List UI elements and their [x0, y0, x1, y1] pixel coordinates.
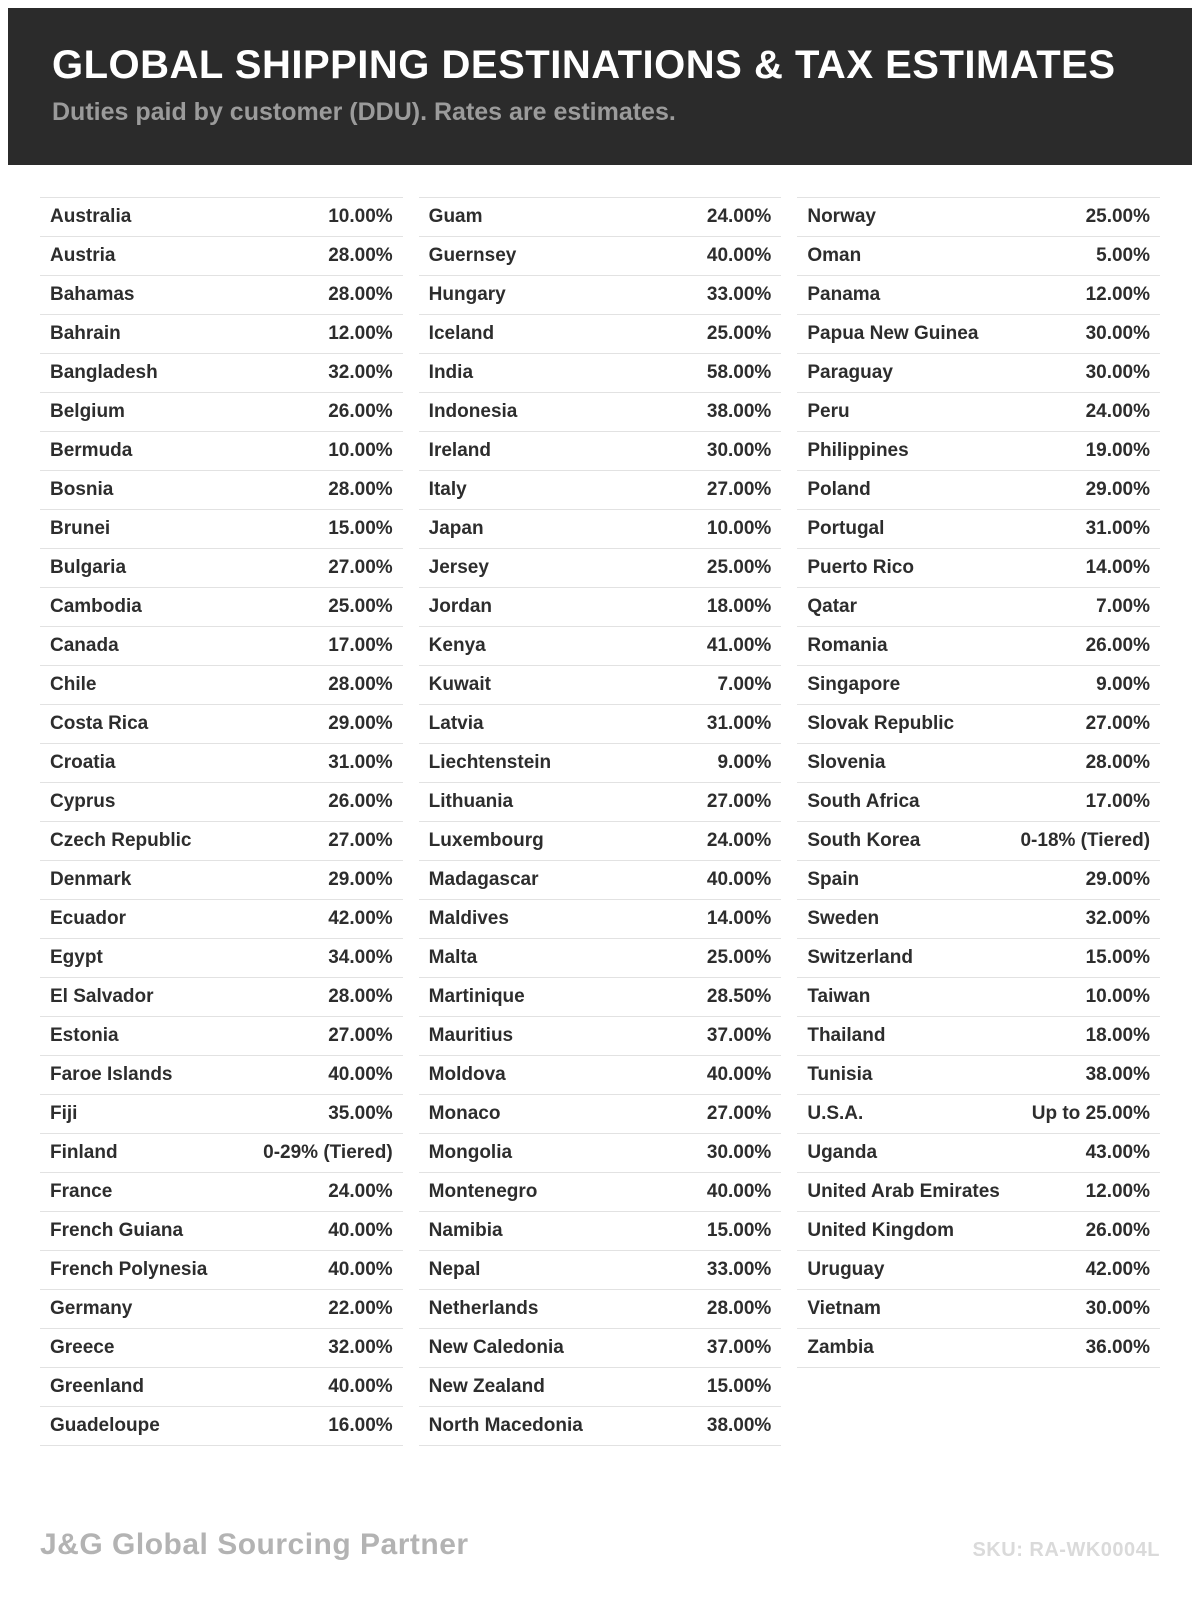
- country-name: Panama: [807, 284, 881, 305]
- country-name: France: [50, 1181, 113, 1202]
- tax-rate: 26.00%: [328, 401, 393, 422]
- tax-table: [0, 165, 1200, 1446]
- tax-rate: 38.00%: [706, 1415, 772, 1436]
- table-row: [40, 471, 403, 510]
- country-name: Netherlands: [428, 1298, 539, 1319]
- tax-rate: 26.00%: [1085, 635, 1151, 656]
- country-name: Belgium: [50, 401, 125, 422]
- country-name: Uganda: [807, 1142, 878, 1163]
- country-name: Peru: [807, 401, 850, 422]
- tax-rate: 40.00%: [706, 869, 772, 890]
- table-row: [419, 978, 782, 1017]
- table-row: [419, 783, 782, 822]
- tax-rate: 27.00%: [706, 1103, 772, 1124]
- table-row: [40, 978, 403, 1017]
- table-row: [797, 276, 1160, 315]
- country-name: Bermuda: [50, 440, 133, 461]
- tax-rate: 28.00%: [1085, 752, 1151, 773]
- tax-rate: 24.00%: [328, 1181, 393, 1202]
- table-row: [40, 1290, 403, 1329]
- tax-rate: 17.00%: [1085, 791, 1151, 812]
- country-name: Papua New Guinea: [807, 323, 979, 344]
- table-row: [797, 1212, 1160, 1251]
- table-row: [419, 1251, 782, 1290]
- tax-rate: 32.00%: [328, 1337, 393, 1358]
- tax-rate: 28.00%: [328, 674, 393, 695]
- tax-rate: 40.00%: [706, 1064, 772, 1085]
- country-name: U.S.A.: [807, 1103, 864, 1124]
- tax-rate: 16.00%: [328, 1415, 393, 1436]
- table-row: [419, 510, 782, 549]
- tax-rate: 0-18% (Tiered): [1020, 830, 1151, 851]
- table-row: [797, 471, 1160, 510]
- country-name: Faroe Islands: [50, 1064, 173, 1085]
- page-title: GLOBAL SHIPPING DESTINATIONS & TAX ESTIMATES: [52, 43, 1116, 87]
- table-row: [40, 861, 403, 900]
- tax-rate: 18.00%: [1085, 1025, 1151, 1046]
- tax-rate: 40.00%: [328, 1064, 393, 1085]
- tax-rate: 26.00%: [328, 791, 393, 812]
- tax-rate: 19.00%: [1085, 440, 1151, 461]
- tax-rate: 40.00%: [706, 1181, 772, 1202]
- table-row: [797, 1095, 1160, 1134]
- tax-rate: 25.00%: [706, 947, 772, 968]
- country-name: Sweden: [807, 908, 880, 929]
- table-row: [40, 549, 403, 588]
- country-name: Spain: [807, 869, 860, 890]
- table-row: [797, 900, 1160, 939]
- tax-rate: 22.00%: [328, 1298, 393, 1319]
- tax-rate: 12.00%: [1085, 1181, 1151, 1202]
- tax-rate: 42.00%: [328, 908, 393, 929]
- tax-rate: 31.00%: [706, 713, 772, 734]
- country-name: Poland: [807, 479, 871, 500]
- table-row: [419, 1095, 782, 1134]
- tax-rate: 7.00%: [1096, 596, 1151, 617]
- table-row: [797, 627, 1160, 666]
- table-row: [797, 1173, 1160, 1212]
- country-name: Denmark: [50, 869, 132, 890]
- tax-rate: 31.00%: [1085, 518, 1151, 539]
- country-name: Egypt: [50, 947, 103, 968]
- country-name: Czech Republic: [50, 830, 192, 851]
- country-name: Australia: [50, 206, 132, 227]
- country-name: French Guiana: [50, 1220, 184, 1241]
- table-row: [419, 1173, 782, 1212]
- table-row: [419, 1329, 782, 1368]
- tax-rate: 36.00%: [1085, 1337, 1151, 1358]
- country-name: Qatar: [807, 596, 857, 617]
- table-row: [40, 1095, 403, 1134]
- tax-rate: 30.00%: [706, 1142, 772, 1163]
- table-row: [40, 705, 403, 744]
- table-row: [797, 393, 1160, 432]
- table-row: [797, 1251, 1160, 1290]
- country-name: Norway: [807, 206, 876, 227]
- table-row: [419, 471, 782, 510]
- country-name: Greenland: [50, 1376, 144, 1397]
- country-name: Guadeloupe: [50, 1415, 160, 1436]
- table-row: [40, 1368, 403, 1407]
- country-name: Mauritius: [428, 1025, 514, 1046]
- tax-rate: 32.00%: [1085, 908, 1151, 929]
- country-name: Vietnam: [807, 1298, 881, 1319]
- table-row: [40, 315, 403, 354]
- tax-rate: 30.00%: [1085, 1298, 1151, 1319]
- country-name: Canada: [50, 635, 119, 656]
- table-row: [797, 432, 1160, 471]
- table-row: [797, 666, 1160, 705]
- table-row: [419, 861, 782, 900]
- country-name: Monaco: [428, 1103, 501, 1124]
- tax-rate: 27.00%: [706, 791, 772, 812]
- tax-rate: 14.00%: [706, 908, 772, 929]
- tax-rate: 31.00%: [328, 752, 393, 773]
- table-row: [419, 666, 782, 705]
- table-row: [419, 315, 782, 354]
- tax-rate: 30.00%: [706, 440, 772, 461]
- footer-brand: J&G Global Sourcing Partner: [40, 1528, 469, 1561]
- table-row: [419, 588, 782, 627]
- tax-rate: 7.00%: [717, 674, 772, 695]
- table-row: [419, 900, 782, 939]
- table-row: [40, 939, 403, 978]
- country-name: Slovak Republic: [807, 713, 955, 734]
- country-name: Estonia: [50, 1025, 119, 1046]
- table-row: [797, 354, 1160, 393]
- table-row: [797, 1017, 1160, 1056]
- tax-rate: 35.00%: [328, 1103, 393, 1124]
- country-name: Italy: [428, 479, 467, 500]
- table-row: [419, 939, 782, 978]
- table-column: [40, 197, 403, 1446]
- table-row: [40, 1056, 403, 1095]
- table-row: [419, 705, 782, 744]
- tax-rate: 27.00%: [706, 479, 772, 500]
- tax-rate: 28.00%: [328, 284, 393, 305]
- tax-rate: 5.00%: [1096, 245, 1151, 266]
- table-row: [40, 900, 403, 939]
- tax-rate: 30.00%: [1085, 362, 1151, 383]
- tax-rate: 27.00%: [328, 557, 393, 578]
- table-row: [40, 744, 403, 783]
- tax-rate: 29.00%: [1085, 869, 1151, 890]
- tax-rate: 12.00%: [1085, 284, 1151, 305]
- country-name: Philippines: [807, 440, 909, 461]
- table-row: [40, 432, 403, 471]
- tax-rate: 28.00%: [328, 245, 393, 266]
- tax-rate: 41.00%: [706, 635, 772, 656]
- country-name: Singapore: [807, 674, 901, 695]
- tax-rate: 10.00%: [328, 440, 393, 461]
- table-row: [40, 237, 403, 276]
- table-row: [797, 705, 1160, 744]
- country-name: Germany: [50, 1298, 133, 1319]
- tax-rate: 10.00%: [706, 518, 772, 539]
- country-name: United Kingdom: [807, 1220, 955, 1241]
- tax-rate: 37.00%: [706, 1025, 772, 1046]
- tax-rate: 29.00%: [1085, 479, 1151, 500]
- country-name: Ireland: [428, 440, 491, 461]
- table-row: [797, 588, 1160, 627]
- page-footer: [0, 1498, 1200, 1600]
- table-row: [40, 354, 403, 393]
- tax-rate: 42.00%: [1085, 1259, 1151, 1280]
- tax-rate: 37.00%: [706, 1337, 772, 1358]
- tax-rate: 15.00%: [1085, 947, 1151, 968]
- tax-rate: 33.00%: [706, 1259, 772, 1280]
- table-row: [419, 744, 782, 783]
- table-row: [419, 237, 782, 276]
- country-name: Bahamas: [50, 284, 135, 305]
- table-row: [797, 237, 1160, 276]
- tax-rate: 58.00%: [706, 362, 772, 383]
- country-name: Finland: [50, 1142, 118, 1163]
- tax-rate: 29.00%: [328, 713, 393, 734]
- country-name: Kenya: [428, 635, 486, 656]
- table-row: [797, 1329, 1160, 1368]
- country-name: Namibia: [428, 1220, 503, 1241]
- country-name: Mongolia: [428, 1142, 513, 1163]
- tax-rate: Up to 25.00%: [1031, 1103, 1151, 1124]
- country-name: French Polynesia: [50, 1259, 208, 1280]
- page-header: [8, 8, 1192, 165]
- country-name: Jordan: [428, 596, 493, 617]
- country-name: Bosnia: [50, 479, 114, 500]
- country-name: El Salvador: [50, 986, 154, 1007]
- tax-rate: 43.00%: [1085, 1142, 1151, 1163]
- country-name: Montenegro: [428, 1181, 538, 1202]
- table-row: [419, 1212, 782, 1251]
- table-row: [419, 1290, 782, 1329]
- footer-sku: SKU: RA-WK0004L: [972, 1539, 1160, 1561]
- table-row: [797, 549, 1160, 588]
- tax-rate: 40.00%: [328, 1259, 393, 1280]
- country-name: Cyprus: [50, 791, 116, 812]
- tax-rate: 28.00%: [328, 479, 393, 500]
- table-row: [40, 1407, 403, 1446]
- tax-rate: 27.00%: [328, 1025, 393, 1046]
- country-name: Martinique: [428, 986, 525, 1007]
- country-name: Fiji: [50, 1103, 78, 1124]
- table-row: [797, 939, 1160, 978]
- tax-rate: 40.00%: [706, 245, 772, 266]
- country-name: Croatia: [50, 752, 116, 773]
- tax-rate: 9.00%: [1096, 674, 1151, 695]
- tax-rate: 25.00%: [1085, 206, 1151, 227]
- tax-rate: 30.00%: [1085, 323, 1151, 344]
- tax-rate: 24.00%: [706, 206, 772, 227]
- table-row: [40, 1017, 403, 1056]
- tax-rate: 12.00%: [328, 323, 393, 344]
- tax-rate: 10.00%: [1085, 986, 1151, 1007]
- table-row: [40, 627, 403, 666]
- tax-rate: 9.00%: [717, 752, 772, 773]
- tax-rate: 28.50%: [706, 986, 772, 1007]
- table-row: [797, 783, 1160, 822]
- country-name: New Zealand: [428, 1376, 545, 1397]
- table-column: [797, 197, 1160, 1368]
- table-row: [797, 1134, 1160, 1173]
- country-name: Moldova: [428, 1064, 506, 1085]
- country-name: Puerto Rico: [807, 557, 914, 578]
- table-row: [40, 783, 403, 822]
- table-row: [419, 627, 782, 666]
- country-name: Madagascar: [428, 869, 539, 890]
- country-name: Slovenia: [807, 752, 886, 773]
- country-name: India: [428, 362, 474, 383]
- tax-rate: 25.00%: [328, 596, 393, 617]
- country-name: South Korea: [807, 830, 921, 851]
- tax-rate: 27.00%: [328, 830, 393, 851]
- country-name: Switzerland: [807, 947, 913, 968]
- table-row: [797, 510, 1160, 549]
- table-row: [419, 276, 782, 315]
- country-name: Malta: [428, 947, 478, 968]
- table-row: [419, 198, 782, 237]
- tax-rate: 40.00%: [328, 1220, 393, 1241]
- tax-rate: 34.00%: [328, 947, 393, 968]
- table-row: [797, 1056, 1160, 1095]
- tax-rate: 29.00%: [328, 869, 393, 890]
- tax-rate: 25.00%: [706, 557, 772, 578]
- country-name: Oman: [807, 245, 862, 266]
- table-row: [797, 1290, 1160, 1329]
- tax-rate: 24.00%: [706, 830, 772, 851]
- country-name: Luxembourg: [428, 830, 544, 851]
- country-name: Nepal: [428, 1259, 481, 1280]
- table-row: [797, 315, 1160, 354]
- country-name: Romania: [807, 635, 888, 656]
- tax-rate: 10.00%: [328, 206, 393, 227]
- tax-rate: 14.00%: [1085, 557, 1151, 578]
- tax-rate: 38.00%: [706, 401, 772, 422]
- page-subtitle: Duties paid by customer (DDU). Rates are estimates.: [52, 98, 676, 126]
- country-name: Portugal: [807, 518, 885, 539]
- tax-rate: 15.00%: [328, 518, 393, 539]
- country-name: Japan: [428, 518, 484, 539]
- country-name: Bulgaria: [50, 557, 127, 578]
- table-row: [40, 1173, 403, 1212]
- tax-rate: 0-29% (Tiered): [263, 1142, 393, 1163]
- country-name: Indonesia: [428, 401, 518, 422]
- tax-rate: 40.00%: [328, 1376, 393, 1397]
- tax-rate: 33.00%: [706, 284, 772, 305]
- table-row: [40, 510, 403, 549]
- tax-rate: 15.00%: [706, 1220, 772, 1241]
- tax-rate: 25.00%: [706, 323, 772, 344]
- table-row: [419, 1056, 782, 1095]
- country-name: Greece: [50, 1337, 115, 1358]
- country-name: Lithuania: [428, 791, 514, 812]
- country-name: Tunisia: [807, 1064, 873, 1085]
- table-row: [40, 1329, 403, 1368]
- country-name: New Caledonia: [428, 1337, 564, 1358]
- table-row: [419, 1407, 782, 1446]
- table-row: [40, 393, 403, 432]
- country-name: Paraguay: [807, 362, 893, 383]
- country-name: Iceland: [428, 323, 495, 344]
- table-row: [419, 822, 782, 861]
- country-name: Uruguay: [807, 1259, 885, 1280]
- tax-rate: 38.00%: [1085, 1064, 1151, 1085]
- table-row: [419, 1134, 782, 1173]
- table-row: [40, 1212, 403, 1251]
- country-name: Chile: [50, 674, 97, 695]
- table-column: [419, 197, 782, 1446]
- country-name: Kuwait: [428, 674, 491, 695]
- country-name: Liechtenstein: [428, 752, 552, 773]
- country-name: South Africa: [807, 791, 920, 812]
- country-name: Costa Rica: [50, 713, 149, 734]
- tax-rate: 18.00%: [706, 596, 772, 617]
- table-row: [40, 276, 403, 315]
- table-row: [419, 1017, 782, 1056]
- country-name: Bahrain: [50, 323, 121, 344]
- tax-rate: 26.00%: [1085, 1220, 1151, 1241]
- tax-rate: 32.00%: [328, 362, 393, 383]
- country-name: United Arab Emirates: [807, 1181, 1000, 1202]
- table-row: [797, 822, 1160, 861]
- country-name: Ecuador: [50, 908, 127, 929]
- country-name: Austria: [50, 245, 116, 266]
- country-name: Guernsey: [428, 245, 517, 266]
- table-row: [419, 393, 782, 432]
- table-row: [797, 861, 1160, 900]
- table-row: [419, 354, 782, 393]
- tax-rate: 17.00%: [328, 635, 393, 656]
- country-name: Jersey: [428, 557, 489, 578]
- table-row: [419, 1368, 782, 1407]
- table-row: [40, 1134, 403, 1173]
- table-row: [419, 549, 782, 588]
- table-row: [40, 588, 403, 627]
- country-name: Taiwan: [807, 986, 871, 1007]
- table-row: [419, 432, 782, 471]
- country-name: Zambia: [807, 1337, 874, 1358]
- tax-rate: 15.00%: [706, 1376, 772, 1397]
- country-name: Maldives: [428, 908, 509, 929]
- table-row: [40, 198, 403, 237]
- table-row: [797, 978, 1160, 1017]
- table-row: [40, 822, 403, 861]
- table-row: [797, 744, 1160, 783]
- country-name: Bangladesh: [50, 362, 158, 383]
- country-name: Cambodia: [50, 596, 142, 617]
- tax-rate: 28.00%: [706, 1298, 772, 1319]
- tax-rate: 27.00%: [1085, 713, 1151, 734]
- table-row: [40, 666, 403, 705]
- country-name: Latvia: [428, 713, 484, 734]
- table-row: [40, 1251, 403, 1290]
- table-row: [797, 198, 1160, 237]
- country-name: Brunei: [50, 518, 111, 539]
- tax-rate: 24.00%: [1085, 401, 1151, 422]
- tax-rate: 28.00%: [328, 986, 393, 1007]
- country-name: Thailand: [807, 1025, 886, 1046]
- country-name: Guam: [428, 206, 483, 227]
- country-name: North Macedonia: [428, 1415, 583, 1436]
- country-name: Hungary: [428, 284, 506, 305]
